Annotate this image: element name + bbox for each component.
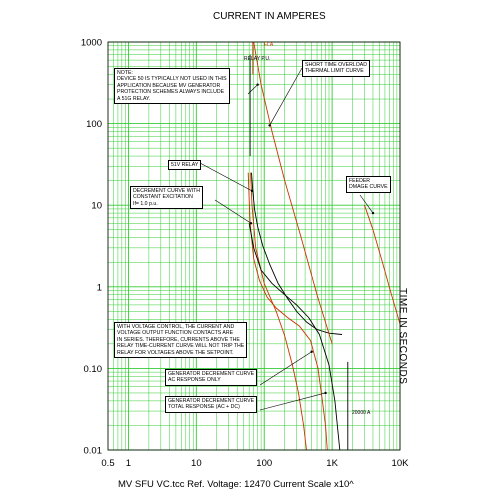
relay-pu-label: RELAY P.U. xyxy=(244,56,271,62)
short-time-overload-label: SHORT TIME OVERLOAD THERMAL LIMIT CURVE xyxy=(302,60,370,77)
chart-title: CURRENT IN AMPERES xyxy=(213,11,326,22)
leader-arrowhead xyxy=(250,222,252,224)
x-tick-label: 1 xyxy=(125,458,132,469)
x-tick-label: 0.5 xyxy=(101,458,115,469)
leader-arrowhead xyxy=(324,392,326,394)
leader-arrowhead xyxy=(268,124,270,126)
y-tick-label: 100 xyxy=(86,119,102,131)
leader-arrowhead xyxy=(256,83,258,85)
y-tick-label: 10 xyxy=(91,200,102,212)
voltage-control-note: WITH VOLTAGE CONTROL, THE CURRENT AND VOLTAGE OUTPUT FUNCTION CONTACTS ARE IN SERIES. THEREFORE, CURRENTS ABOVE THE RELAY TIME-CURRENT CURVE WILL NOT TRIP THE RELAY FOR VOLTAGES ABOVE THE SETPOINT. xyxy=(114,322,247,358)
y-tick-label: 1000 xyxy=(80,37,102,49)
leader-arrowhead xyxy=(372,212,374,214)
y-tick-label: 0.01 xyxy=(83,445,102,457)
gen-decrement-ac-label: GENERATOR DECREMENT CURVE AC RESPONSE ONLY xyxy=(165,369,257,386)
leader-arrowhead xyxy=(251,190,253,192)
x-tick-label: 1K xyxy=(326,458,338,469)
leader-arrowhead xyxy=(310,351,312,353)
decrement-curve-label: DECREMENT CURVE WITH CONSTANT EXCITATION If= 1.0 p.u. xyxy=(130,186,203,209)
y-tick-label: 0.10 xyxy=(83,363,102,375)
x-tick-label: 10 xyxy=(191,458,202,469)
y-tick-label: 1 xyxy=(96,282,102,294)
x-tick-label: 10K xyxy=(391,458,409,469)
chart-footer: MV SFU VC.tcc Ref. Voltage: 12470 Current Scale x10^ xyxy=(118,479,354,490)
fault-current-label: 20000 A xyxy=(352,410,371,416)
feeder-damage-label: FEEDER DMAGE CURVE xyxy=(346,176,391,193)
fla-label: FLA xyxy=(264,42,274,48)
gen-decrement-total-label: GENERATOR DECREMENT CURVE TOTAL RESPONSE (AC + DC) xyxy=(165,396,257,413)
note-box: NOTE: DEVICE 50 IS TYPICALLY NOT USED IN THIS APPLICATION BECAUSE MV GENERATOR PROTECTION SCHEMES ALWAYS INCLUDE A 51G RELAY. xyxy=(114,68,230,104)
x-tick-label: 100 xyxy=(256,458,273,469)
relay-51v-label: 51V RELAY xyxy=(168,160,201,170)
y-axis-label: TIME IN SECONDS xyxy=(397,288,408,385)
